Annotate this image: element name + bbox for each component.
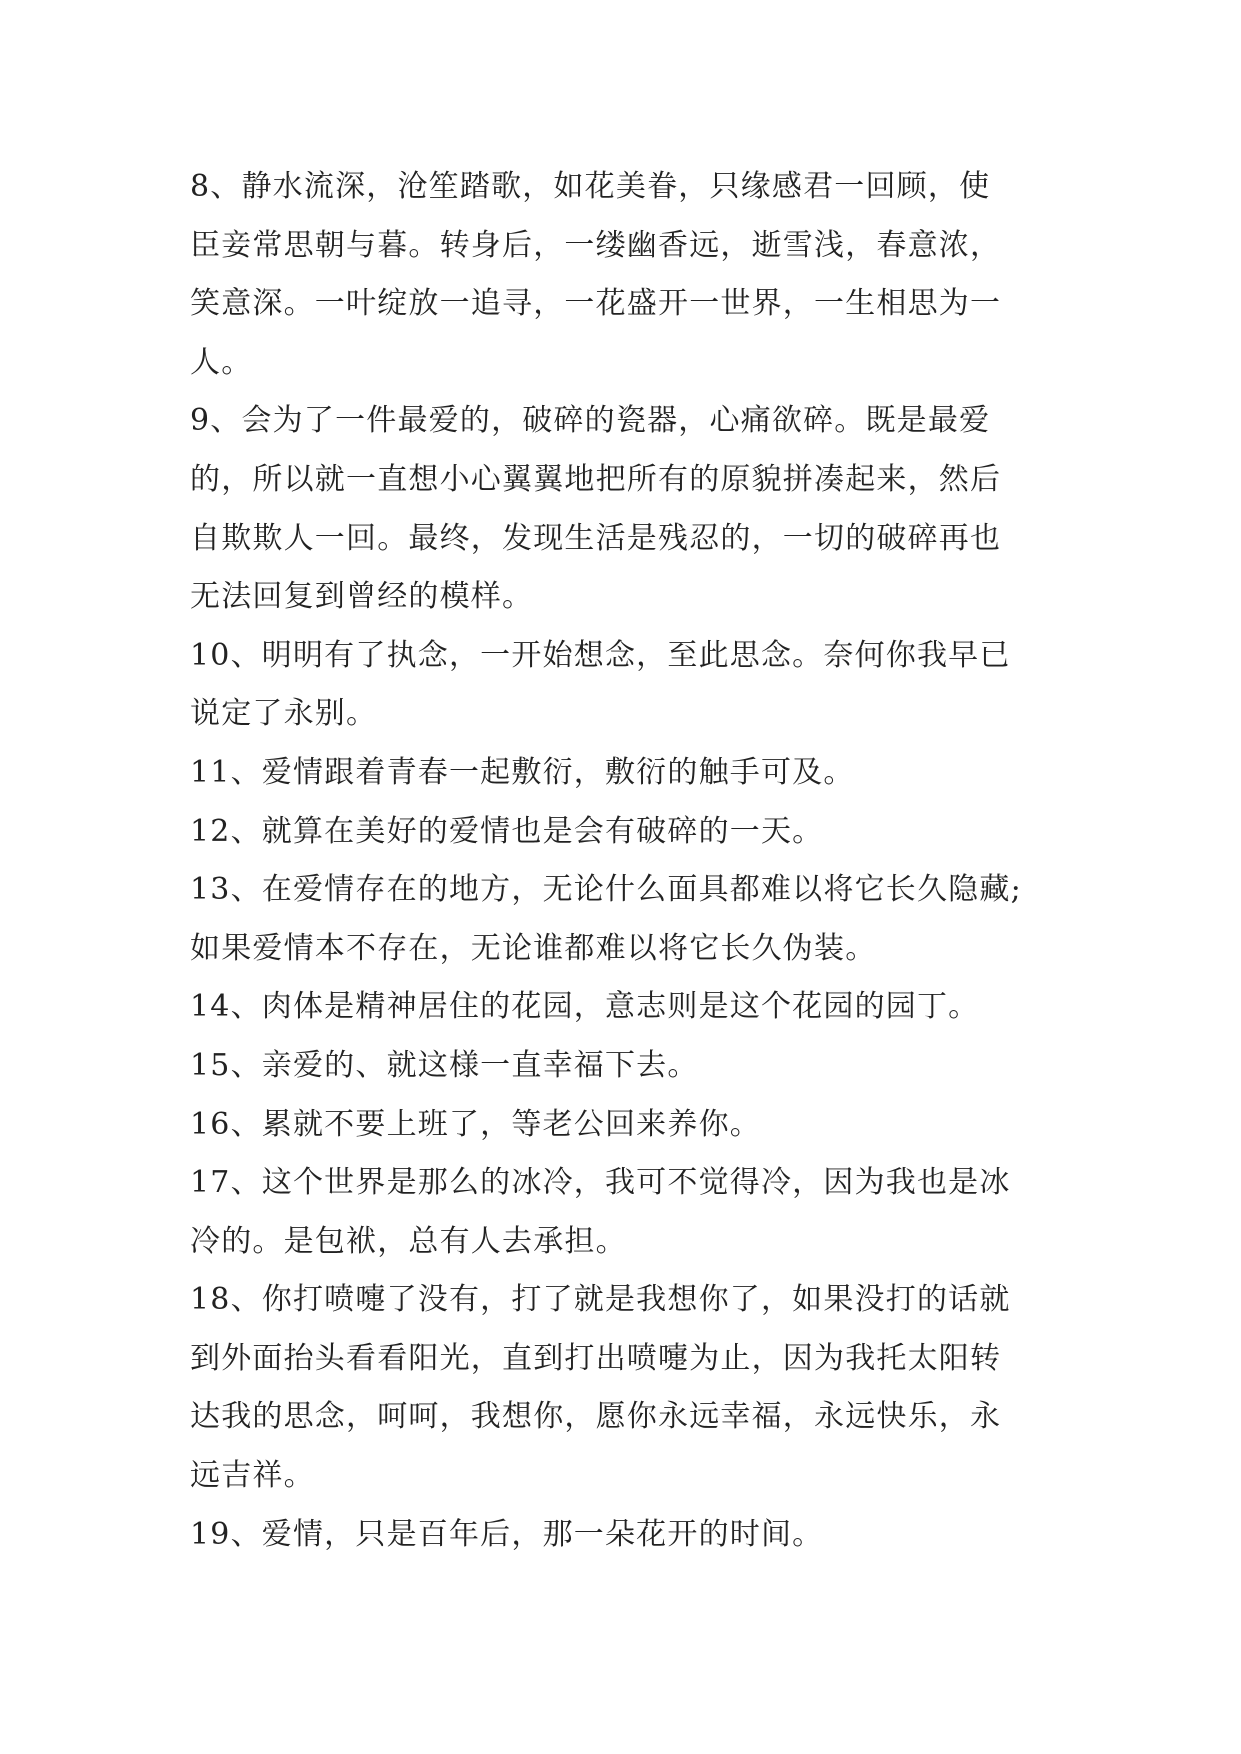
text-line: 11、爱情跟着青春一起敷衍，敷衍的触手可及。 bbox=[190, 754, 855, 790]
text-line: 说定了永别。 bbox=[190, 696, 378, 732]
text-line: 的，所以就一直想小心翼翼地把所有的原貌拼凑起来，然后 bbox=[190, 461, 1002, 497]
text-line: 如果爱情本不存在，无论谁都难以将它长久伪装。 bbox=[190, 930, 877, 966]
text-line: 12、就算在美好的爱情也是会有破碎的一天。 bbox=[190, 813, 824, 849]
text-line: 18、你打喷嚏了没有，打了就是我想你了，如果没打的话就 bbox=[190, 1282, 1011, 1318]
text-line: 远吉祥。 bbox=[190, 1458, 315, 1494]
text-line: 无法回复到曾经的模样。 bbox=[190, 579, 534, 615]
text-line: 19、爱情，只是百年后，那一朵花开的时间。 bbox=[190, 1516, 824, 1552]
text-line: 人。 bbox=[190, 344, 253, 380]
text-line: 达我的思念，呵呵，我想你，愿你永远幸福，永远快乐，永 bbox=[190, 1399, 1002, 1435]
text-line: 16、累就不要上班了，等老公回来养你。 bbox=[190, 1106, 761, 1142]
text-line: 到外面抬头看看阳光，直到打出喷嚏为止，因为我托太阳转 bbox=[190, 1340, 1002, 1376]
text-line: 17、这个世界是那么的冰冷，我可不觉得冷，因为我也是冰 bbox=[190, 1165, 1011, 1201]
text-line: 自欺欺人一回。最终，发现生活是残忍的，一切的破碎再也 bbox=[190, 520, 1002, 556]
text-line: 13、在爱情存在的地方，无论什么面具都难以将它长久隐藏; bbox=[190, 872, 1022, 908]
text-line: 9、会为了一件最爱的，破碎的瓷器，心痛欲碎。既是最爱 bbox=[190, 403, 991, 439]
text-line: 冷的。是包袱，总有人去承担。 bbox=[190, 1223, 627, 1259]
text-line: 14、肉体是精神居住的花园，意志则是这个花园的园丁。 bbox=[190, 989, 980, 1025]
document-body bbox=[190, 158, 1070, 1564]
text-line: 10、明明有了执念，一开始想念，至此思念。奈何你我早已 bbox=[190, 637, 1011, 673]
text-line: 8、静水流深，沧笙踏歌，如花美眷，只缘感君一回顾，使 bbox=[190, 169, 991, 204]
text-line: 15、亲爱的、就这様一直幸福下去。 bbox=[190, 1047, 699, 1083]
text-line: 臣妾常思朝与暮。转身后，一缕幽香远，逝雪浅，春意浓， bbox=[190, 227, 1002, 263]
text-line: 笑意深。一叶绽放一追寻，一花盛开一世界，一生相思为一 bbox=[190, 286, 1002, 322]
